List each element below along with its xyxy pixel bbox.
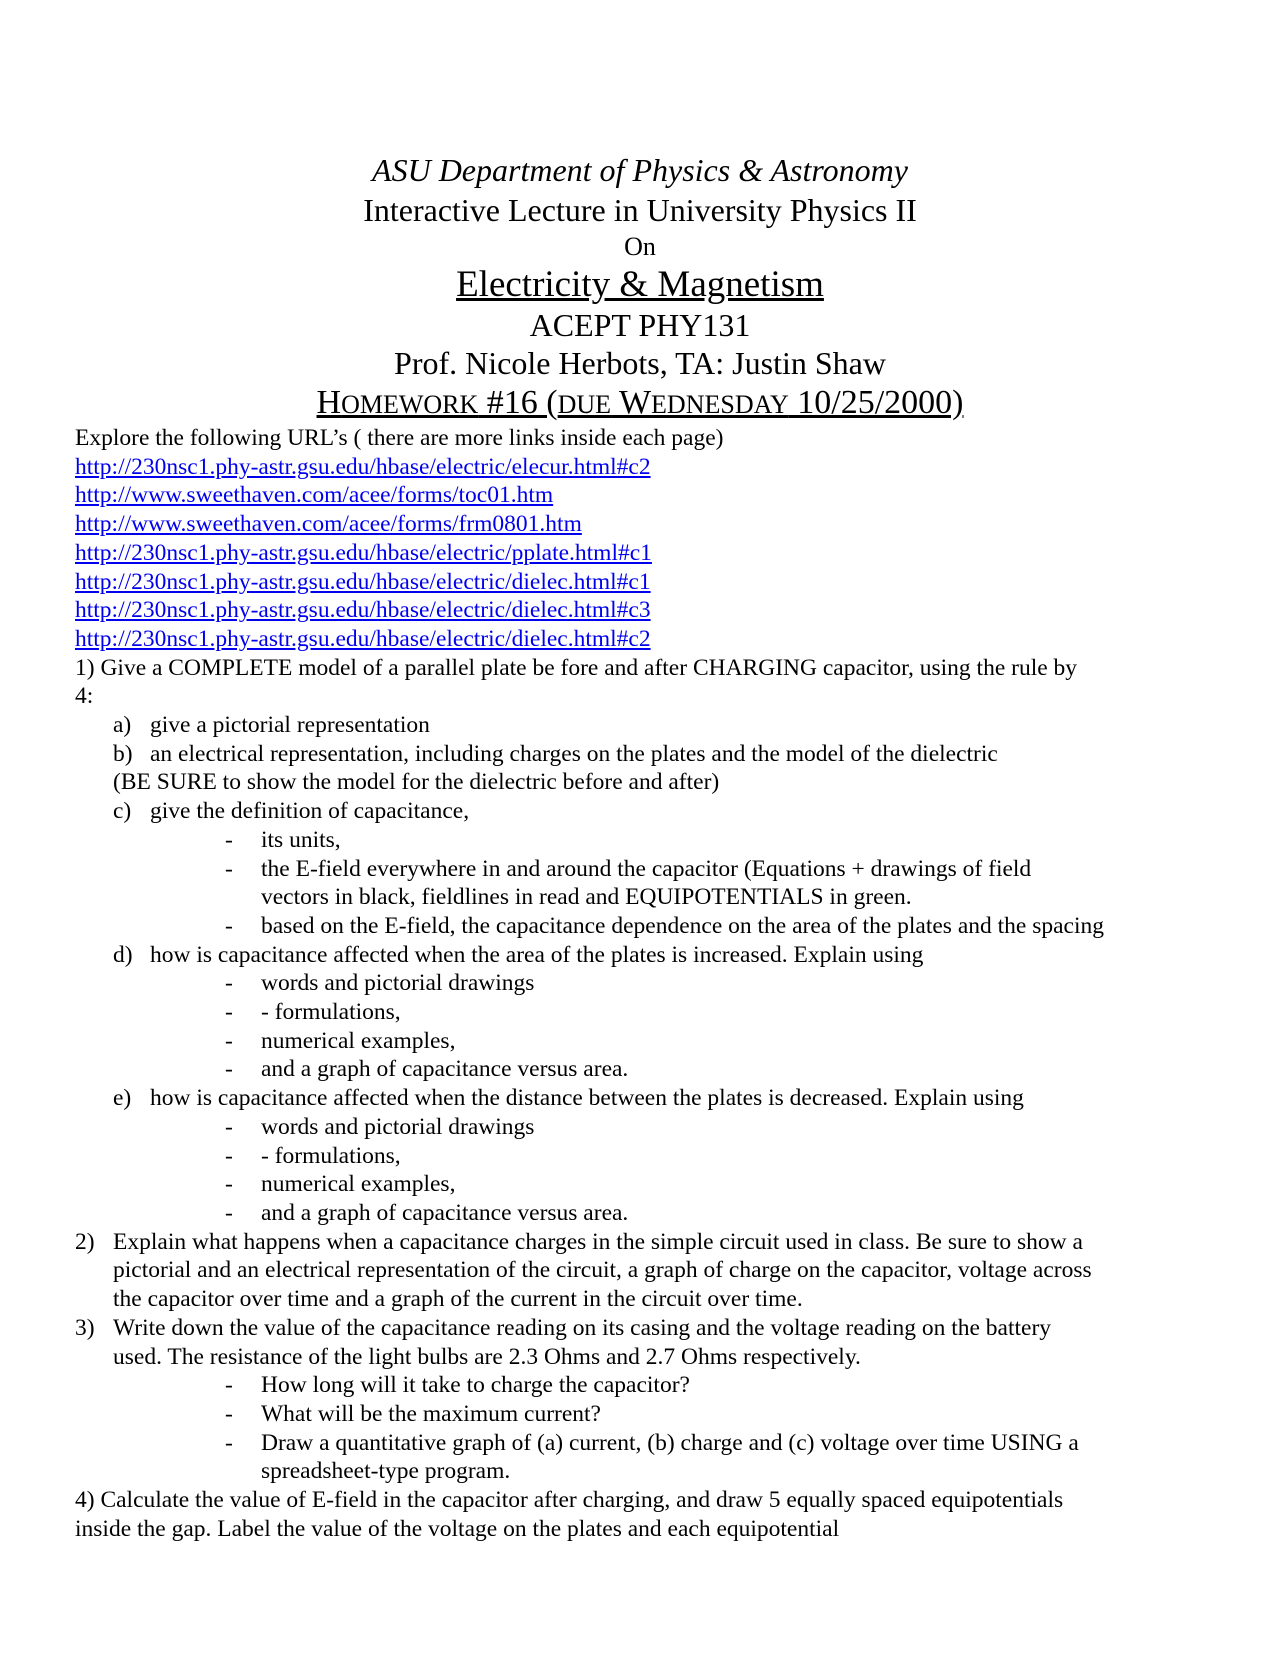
item-text: how is capacitance affected when the area of the plates is increased. Explain using: [150, 941, 924, 968]
bullet-item: [75, 969, 1205, 998]
item-text: the E-field everywhere in and around the capacitor (Equations + drawings of field: [261, 855, 1032, 882]
homework-title: [0, 383, 1280, 425]
item-text: numerical examples,: [261, 1027, 456, 1054]
question-text: the capacitor over time and a graph of the current in the circuit over time.: [113, 1286, 803, 1313]
dash-marker: -: [225, 1372, 233, 1399]
homework-title-part: DUE: [557, 390, 612, 419]
question-text: 4:: [75, 683, 94, 710]
question-text: inside the gap. Label the value of the voltage on the plates and each equipotential: [75, 1515, 840, 1542]
url-link[interactable]: http://230nsc1.phy-astr.gsu.edu/hbase/electric/elecur.html#c2: [75, 453, 651, 480]
item-label: d): [113, 941, 133, 968]
item-text: Explain what happens when a capacitance charges in the simple circuit used in class. Be sure to show a: [113, 1228, 1083, 1255]
bullet-item: [75, 1027, 1205, 1056]
question-2: [75, 1228, 1205, 1314]
item-text: an electrical representation, including charges on the plates and the model of the dielectric: [150, 740, 998, 767]
subquestion-e: [75, 1084, 1205, 1113]
item-text: vectors in black, fieldlines in read and EQUIPOTENTIALS in green.: [261, 884, 912, 911]
question-text: [75, 1314, 1205, 1343]
dash-marker: -: [225, 1429, 233, 1456]
dash-marker: -: [225, 1113, 233, 1140]
bullet-item: [75, 1142, 1205, 1171]
item-label: a): [113, 712, 132, 739]
dash-marker: -: [225, 1199, 233, 1226]
course-code: ACEPT PHY131: [529, 307, 751, 343]
bullet-item-continued: [75, 883, 1205, 912]
item-text: give a pictorial representation: [150, 712, 430, 739]
homework-title-part: #16 (: [478, 384, 558, 421]
subquestion-c: [75, 797, 1205, 826]
bullet-item-continued: [75, 1457, 1205, 1486]
bullet-item: [75, 1371, 1205, 1400]
course-title: Interactive Lecture in University Physics II: [363, 192, 917, 228]
homework-title-part: EDNESDAY: [651, 390, 789, 419]
dash-marker: -: [225, 999, 233, 1026]
item-text: Write down the value of the capacitance reading on its casing and the voltage reading on the battery: [113, 1314, 1052, 1341]
item-text: based on the E-field, the capacitance dependence on the area of the plates and the spacing: [261, 912, 1104, 939]
item-text: What will be the maximum current?: [261, 1400, 601, 1427]
bullet-item: [75, 1170, 1205, 1199]
url-link[interactable]: http://230nsc1.phy-astr.gsu.edu/hbase/electric/dielec.html#c3: [75, 597, 651, 624]
question-4: [75, 1486, 1205, 1543]
item-text: - formulations,: [261, 999, 401, 1026]
url-link[interactable]: http://230nsc1.phy-astr.gsu.edu/hbase/electric/pplate.html#c1: [75, 539, 652, 566]
subquestion-d: [75, 941, 1205, 970]
bullet-item: [75, 855, 1205, 884]
question-text: 4) Calculate the value of E-field in the capacitor after charging, and draw 5 equally spaced equipotentials: [75, 1487, 1064, 1514]
dash-marker: -: [225, 1400, 233, 1427]
dash-marker: -: [225, 855, 233, 882]
bullet-item: [75, 1113, 1205, 1142]
question-text: pictorial and an electrical representation of the circuit, a graph of charge on the capacitor, voltage across: [113, 1257, 1092, 1284]
item-text: words and pictorial drawings: [261, 1113, 535, 1140]
subquestion-b-note: (BE SURE to show the model for the dielectric before and after): [113, 769, 720, 796]
dash-marker: -: [225, 1056, 233, 1083]
bullet-item: [75, 912, 1205, 941]
bullet-item: [75, 998, 1205, 1027]
homework-title-part: H: [316, 384, 342, 421]
homework-title-part: OMEWORK: [341, 390, 479, 419]
department-title: ASU Department of Physics & Astronomy: [372, 152, 908, 188]
item-text: spreadsheet-type program.: [261, 1458, 511, 1485]
item-label: b): [113, 740, 133, 767]
item-text: its units,: [261, 826, 341, 853]
url-link[interactable]: http://230nsc1.phy-astr.gsu.edu/hbase/electric/dielec.html#c2: [75, 625, 651, 652]
intro-text: Explore the following URL’s ( there are more links inside each page): [75, 425, 724, 451]
question-text: [75, 1228, 1205, 1257]
item-text: and a graph of capacitance versus area.: [261, 1199, 629, 1226]
dash-marker: -: [225, 1171, 233, 1198]
bullet-item: [75, 1429, 1205, 1458]
dash-marker: -: [225, 826, 233, 853]
bullet-item: [75, 1055, 1205, 1084]
dash-marker: -: [225, 912, 233, 939]
topic-title: Electricity & Magnetism: [456, 264, 824, 305]
bullet-item: [75, 826, 1205, 855]
question-1: [75, 654, 1205, 1228]
item-label: c): [113, 798, 132, 825]
url-link[interactable]: http://www.sweethaven.com/acee/forms/toc01.htm: [75, 482, 554, 509]
bullet-item: [75, 1400, 1205, 1429]
bullet-item: [75, 1199, 1205, 1228]
url-list: [75, 453, 1205, 654]
dash-marker: -: [225, 1027, 233, 1054]
subquestion-b: [75, 740, 1205, 769]
item-label: e): [113, 1085, 132, 1112]
item-text: numerical examples,: [261, 1171, 456, 1198]
homework-title-part: W: [611, 384, 652, 421]
url-link[interactable]: http://www.sweethaven.com/acee/forms/frm0801.htm: [75, 511, 582, 538]
item-text: give the definition of capacitance,: [150, 798, 470, 825]
homework-title-part: 10/25/2000): [788, 384, 964, 421]
document-header: [0, 150, 1280, 425]
item-label: 2): [75, 1228, 95, 1255]
question-3: [75, 1314, 1205, 1486]
item-text: Draw a quantitative graph of (a) current, (b) charge and (c) voltage over time USING a: [261, 1429, 1079, 1456]
item-text: and a graph of capacitance versus area.: [261, 1056, 629, 1083]
dash-marker: -: [225, 1142, 233, 1169]
item-text: How long will it take to charge the capacitor?: [261, 1372, 690, 1399]
item-text: - formulations,: [261, 1142, 401, 1169]
document-body: [75, 424, 1205, 1543]
item-text: how is capacitance affected when the distance between the plates is decreased. Explain using: [150, 1085, 1024, 1112]
item-label: 3): [75, 1314, 95, 1341]
question-text: 1) Give a COMPLETE model of a parallel plate be fore and after CHARGING capacitor, using the rule by: [75, 654, 1078, 681]
question-text: used. The resistance of the light bulbs are 2.3 Ohms and 2.7 Ohms respectively.: [113, 1343, 861, 1370]
instructors: Prof. Nicole Herbots, TA: Justin Shaw: [394, 345, 886, 381]
url-link[interactable]: http://230nsc1.phy-astr.gsu.edu/hbase/electric/dielec.html#c1: [75, 568, 651, 595]
dash-marker: -: [225, 970, 233, 997]
on-label: On: [624, 232, 656, 261]
subquestion-a: [75, 711, 1205, 740]
item-text: words and pictorial drawings: [261, 970, 535, 997]
